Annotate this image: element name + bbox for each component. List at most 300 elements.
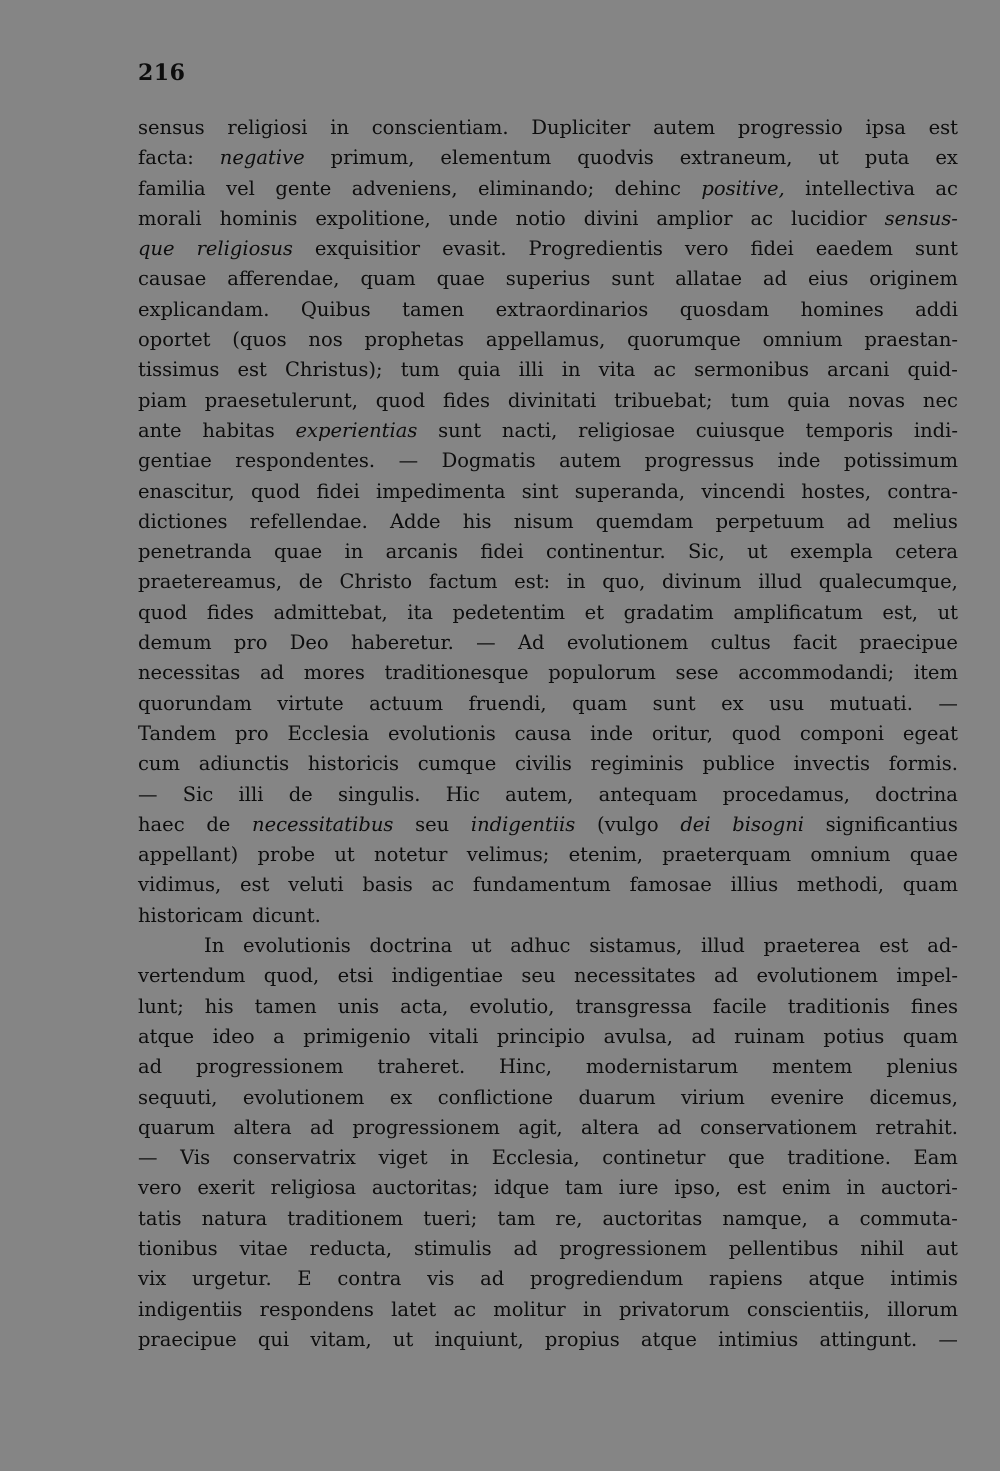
word: Dupliciter <box>531 116 631 139</box>
word: sunt <box>611 267 655 291</box>
word: illi <box>518 358 544 382</box>
text-line <box>138 658 958 688</box>
word: transgressa <box>575 994 692 1018</box>
word: componi <box>799 721 885 745</box>
word: praetereamus, <box>138 570 283 594</box>
text-line <box>138 234 958 264</box>
word: commuta- <box>859 1206 958 1230</box>
word: pro <box>235 721 269 745</box>
word: respondens <box>259 1297 374 1321</box>
word: — <box>398 449 419 473</box>
word: enim <box>781 1176 831 1200</box>
word: traditionesque <box>384 661 529 685</box>
word: iure <box>618 1176 659 1200</box>
word: gradatim <box>623 600 714 624</box>
word: progrediendum <box>530 1267 684 1291</box>
word: tatis <box>138 1206 182 1230</box>
word: religiosi <box>227 116 308 139</box>
word: hominis <box>219 206 298 230</box>
word: praestan- <box>864 328 958 352</box>
word: rapiens <box>708 1267 783 1291</box>
word: ex <box>389 1085 413 1109</box>
italic-word: sensus- <box>884 206 958 230</box>
word: viget <box>378 1146 428 1170</box>
text-line <box>138 477 958 507</box>
word: progressionem <box>559 1236 707 1260</box>
word: necessitas <box>138 661 241 685</box>
word: nec <box>922 388 958 412</box>
word: auctoritas; <box>371 1176 479 1200</box>
word: ideo <box>212 1024 255 1048</box>
word: arcani <box>827 358 890 382</box>
word: ante <box>138 418 182 442</box>
word: inde <box>777 449 821 473</box>
word: ad <box>657 1115 682 1139</box>
word: idque <box>493 1176 550 1200</box>
word: oportet <box>138 328 211 352</box>
word: dictiones <box>138 509 228 533</box>
word: populorum <box>548 661 656 685</box>
word: est: <box>514 570 551 594</box>
word: reducta, <box>309 1236 393 1260</box>
word: quorundam <box>138 691 252 715</box>
word: namque, <box>722 1206 808 1230</box>
word: conflictione <box>437 1085 554 1109</box>
word: continetur <box>602 1146 706 1170</box>
word: praeterea <box>763 934 861 958</box>
word: aut <box>925 1236 958 1260</box>
word: — <box>138 1146 158 1170</box>
word: quia <box>787 388 831 412</box>
body-text <box>138 113 958 1355</box>
word: basis <box>362 873 413 897</box>
text-line <box>138 1204 958 1234</box>
word: prophetas <box>364 328 465 352</box>
word: etsi <box>337 964 374 988</box>
word: agit, <box>518 1115 563 1139</box>
word: atque <box>808 1267 865 1291</box>
word: Christus); <box>284 358 383 382</box>
word: lucidior <box>790 206 867 230</box>
word: tionibus <box>138 1236 218 1260</box>
word: vertendum <box>138 964 246 988</box>
word: puta <box>864 146 910 170</box>
word: stimulis <box>413 1236 492 1260</box>
word: Ad <box>517 631 545 655</box>
text-line <box>138 961 958 991</box>
word: divinum <box>661 570 742 594</box>
word: auctori- <box>881 1176 958 1200</box>
word: accommodandi; <box>738 661 895 685</box>
text-line <box>138 1173 958 1203</box>
word: divini <box>583 206 639 230</box>
word: vitae <box>239 1236 288 1260</box>
word: Deo <box>289 631 329 655</box>
word: virium <box>681 1085 745 1109</box>
word: singulis. <box>337 782 421 806</box>
word: hostes, <box>801 479 872 503</box>
word: modernistarum <box>585 1055 739 1079</box>
word: refellendae. <box>249 509 368 533</box>
word: quod <box>731 721 782 745</box>
word: de <box>298 570 323 594</box>
text-line <box>138 1113 958 1143</box>
word: ut <box>471 934 492 958</box>
word: conscientiis, <box>746 1297 870 1321</box>
word: adiunctis <box>198 752 290 776</box>
word: evolutionem <box>566 631 689 655</box>
word: unde <box>448 206 498 230</box>
word: his <box>462 509 492 533</box>
word: fidei <box>750 237 794 261</box>
text-line <box>138 1083 958 1113</box>
word: vis <box>427 1267 455 1291</box>
text-line <box>138 901 958 931</box>
italic-word: bisogni <box>732 812 804 836</box>
word: plenius <box>886 1055 958 1079</box>
word: re, <box>555 1206 583 1230</box>
word: illi <box>238 782 264 806</box>
word: conservationem <box>700 1115 858 1139</box>
word: piam <box>138 388 187 412</box>
text-line <box>138 780 958 810</box>
word: procedamus, <box>722 782 850 806</box>
text-line <box>138 719 958 749</box>
word: veluti <box>288 873 344 897</box>
text-line <box>138 416 958 446</box>
word: intimis <box>890 1267 958 1291</box>
word: tamen <box>254 994 317 1018</box>
word: sunt <box>914 237 958 261</box>
word: praesetulerunt, <box>204 388 358 412</box>
word: (quos <box>232 328 287 352</box>
word: vitam, <box>310 1327 372 1351</box>
word: appellant) <box>138 843 239 867</box>
word: dicemus, <box>869 1085 958 1109</box>
text-line <box>138 537 958 567</box>
word: Sic, <box>688 540 725 564</box>
word: omnium <box>810 843 891 867</box>
word: duarum <box>578 1085 656 1109</box>
word: respondentes. <box>235 449 376 473</box>
word: Hinc, <box>499 1055 552 1079</box>
word: evolutionem <box>756 964 879 988</box>
word: (vulgo <box>596 812 659 836</box>
word: in <box>582 1297 602 1321</box>
italic-word: dei <box>680 812 711 836</box>
word: fruendi, <box>468 691 547 715</box>
word: ut <box>334 843 355 867</box>
word: sese <box>675 661 719 685</box>
word: progressionem <box>196 1055 344 1079</box>
word: quemdam <box>595 509 694 533</box>
word: penetranda <box>138 540 252 564</box>
word: illorum <box>887 1297 958 1321</box>
word: impel- <box>896 964 958 988</box>
text-line <box>138 113 958 143</box>
word: altera <box>581 1115 640 1139</box>
word: significantius <box>825 812 958 836</box>
italic-word: positive, <box>701 176 785 200</box>
italic-word: indigentiis <box>470 812 576 836</box>
word: in <box>566 570 586 594</box>
text-line <box>138 325 958 355</box>
word: antequam <box>598 782 698 806</box>
word: perpetuum <box>715 509 825 533</box>
word: exerit <box>197 1176 255 1200</box>
word: haec <box>138 812 185 836</box>
word: traditione. <box>787 1146 891 1170</box>
word: traditionis <box>787 994 890 1018</box>
word: ad <box>846 509 871 533</box>
word: traheret. <box>377 1055 466 1079</box>
word: quam <box>902 873 958 897</box>
word: eius <box>808 267 849 291</box>
word: ipso, <box>674 1176 721 1200</box>
word: addi <box>915 297 958 321</box>
word: religiosa <box>270 1176 357 1200</box>
text-line <box>138 507 958 537</box>
word: a <box>827 1206 840 1230</box>
word: factum <box>428 570 498 594</box>
italic-word: negative <box>219 146 305 170</box>
text-line <box>138 567 958 597</box>
word: Christo <box>339 570 413 594</box>
word: Ecclesia, <box>491 1146 580 1170</box>
word: doctrina <box>369 934 453 958</box>
word: acta, <box>400 994 449 1018</box>
word: originem <box>869 267 958 291</box>
word: quam <box>360 267 416 291</box>
page-number: 216 <box>138 60 186 86</box>
word: cum <box>138 752 180 776</box>
text-line <box>138 840 958 870</box>
word: egeat <box>902 721 958 745</box>
word: In <box>204 934 225 958</box>
word: habitas <box>202 418 275 442</box>
word: amplior <box>656 206 733 230</box>
word: famosae <box>629 873 712 897</box>
word: ad <box>309 1115 335 1139</box>
word: Hic <box>445 782 480 806</box>
word: seu <box>415 812 450 836</box>
word: ipsa <box>865 116 906 139</box>
word: mutuati. <box>829 691 913 715</box>
word: etenim, <box>568 843 644 867</box>
word: est, <box>882 600 918 624</box>
word: atque <box>138 1024 195 1048</box>
word: principio <box>496 1024 586 1048</box>
word: afferendae, <box>227 267 340 291</box>
word: fides <box>442 388 490 412</box>
word: progressus <box>644 449 755 473</box>
word: ut <box>937 600 958 624</box>
word: evolutionem <box>242 1085 365 1109</box>
word: primigenio <box>303 1024 411 1048</box>
text-line <box>138 749 958 779</box>
text-line <box>138 1325 958 1355</box>
word: conservatrix <box>232 1146 356 1170</box>
word: ruinam <box>734 1024 805 1048</box>
text-line <box>138 1295 958 1325</box>
word: ad <box>513 1236 538 1260</box>
word: de <box>288 782 313 806</box>
word: Quibus <box>300 297 371 321</box>
word: tueri; <box>423 1206 478 1230</box>
word: ut <box>747 540 768 564</box>
word: velimus; <box>466 843 550 867</box>
word: probe <box>257 843 316 867</box>
word: evolutionis <box>243 934 351 958</box>
word: eliminando; <box>477 176 595 200</box>
word: intimius <box>718 1327 799 1351</box>
word: mores <box>303 661 365 685</box>
word: continentur. <box>545 540 666 564</box>
word: vitali <box>429 1024 479 1048</box>
word: inde <box>590 721 633 745</box>
text-line <box>138 264 958 294</box>
word: tam <box>497 1206 536 1230</box>
word: ex <box>935 146 958 170</box>
word: sunt <box>652 691 696 715</box>
word: temporis <box>805 418 894 442</box>
word: vita <box>598 358 636 382</box>
word: fundamentum <box>472 873 611 897</box>
word: religiosae <box>578 418 676 442</box>
text-line <box>138 1022 958 1052</box>
word: homines <box>800 297 884 321</box>
word: nisum <box>513 509 574 533</box>
word: inquiunt, <box>434 1327 524 1351</box>
word: appellamus, <box>485 328 606 352</box>
word: que <box>728 1146 765 1170</box>
word: expolitione, <box>315 206 431 230</box>
word: autem <box>559 449 622 473</box>
word: extraneum, <box>679 146 793 170</box>
word: potius <box>823 1024 885 1048</box>
word: primum, <box>330 146 415 170</box>
word: sermonibus <box>694 358 810 382</box>
word: novas <box>848 388 906 412</box>
word: causa <box>514 721 572 745</box>
word: impedimenta <box>376 479 506 503</box>
word: in <box>344 540 364 564</box>
text-line <box>138 1264 958 1294</box>
word: methodi, <box>796 873 884 897</box>
word: tum <box>400 358 440 382</box>
word: illud <box>700 934 745 958</box>
word: Tandem <box>138 721 217 745</box>
word: progressionem <box>352 1115 500 1139</box>
word: autem <box>653 116 716 139</box>
word: propius <box>544 1327 620 1351</box>
word: seu <box>521 964 556 988</box>
word: cuiusque <box>695 418 785 442</box>
word: contra <box>337 1267 402 1291</box>
word: superius <box>505 267 591 291</box>
word: cumque <box>417 752 497 776</box>
word: quorumque <box>627 328 741 352</box>
word: est <box>240 873 270 897</box>
word: a <box>273 1024 285 1048</box>
word: ac <box>453 1297 477 1321</box>
italic-word: necessitatibus <box>252 812 394 836</box>
word: quarum <box>138 1115 216 1139</box>
word: sistamus, <box>589 934 683 958</box>
text-line <box>138 1143 958 1173</box>
word: mentem <box>771 1055 853 1079</box>
word: adhuc <box>510 934 571 958</box>
word: latet <box>391 1297 437 1321</box>
word: contra- <box>887 479 958 503</box>
word: intellectiva <box>805 176 915 200</box>
word: Progredientis <box>528 237 663 261</box>
word: — <box>938 1327 958 1351</box>
word: tribuebat; <box>614 388 713 412</box>
word: exquisitior <box>314 237 421 261</box>
word: attingunt. <box>819 1327 918 1351</box>
word: vincendi <box>701 479 785 503</box>
word: invectis <box>793 752 871 776</box>
word: eaedem <box>815 237 893 261</box>
word: publice <box>702 752 775 776</box>
word: evasit. <box>442 237 507 261</box>
word: extraordinarios <box>495 297 649 321</box>
word: quae <box>273 540 323 564</box>
word: cultus <box>710 631 771 655</box>
word: facit <box>793 631 837 655</box>
word: quae <box>909 843 958 867</box>
word: oritur, <box>651 721 713 745</box>
word: quid- <box>907 358 958 382</box>
text-line <box>138 446 958 476</box>
word: nacti, <box>501 418 558 442</box>
word: causae <box>138 267 207 291</box>
word: tissimus <box>138 358 220 382</box>
word: explicandam. <box>138 297 270 321</box>
word: ac <box>431 873 455 897</box>
word: superanda, <box>574 479 686 503</box>
word: tam <box>565 1176 603 1200</box>
word: est <box>928 116 958 139</box>
word: vidimus, <box>138 873 222 897</box>
word: natura <box>201 1206 268 1230</box>
word: allatae <box>675 267 743 291</box>
word: ac <box>750 206 774 230</box>
word: quod <box>138 600 188 624</box>
word: formis. <box>888 752 958 776</box>
word: haberetur. <box>350 631 454 655</box>
text-line <box>138 598 958 628</box>
word: in <box>561 358 581 382</box>
word: ex <box>721 691 744 715</box>
word: indi- <box>913 418 958 442</box>
word: est <box>879 934 909 958</box>
italic-word: religiosus <box>196 237 293 261</box>
word: elementum <box>440 146 552 170</box>
word: dehinc <box>614 176 681 200</box>
word: avulsa, <box>603 1024 673 1048</box>
word: auctoritas <box>602 1206 703 1230</box>
word: omnium <box>762 328 843 352</box>
word: privatorum <box>619 1297 730 1321</box>
word: ita <box>407 600 433 624</box>
word: notio <box>515 206 566 230</box>
word: traditionem <box>287 1206 404 1230</box>
word: Sic <box>182 782 214 806</box>
word: nos <box>308 328 343 352</box>
word: indigentiae <box>391 964 504 988</box>
